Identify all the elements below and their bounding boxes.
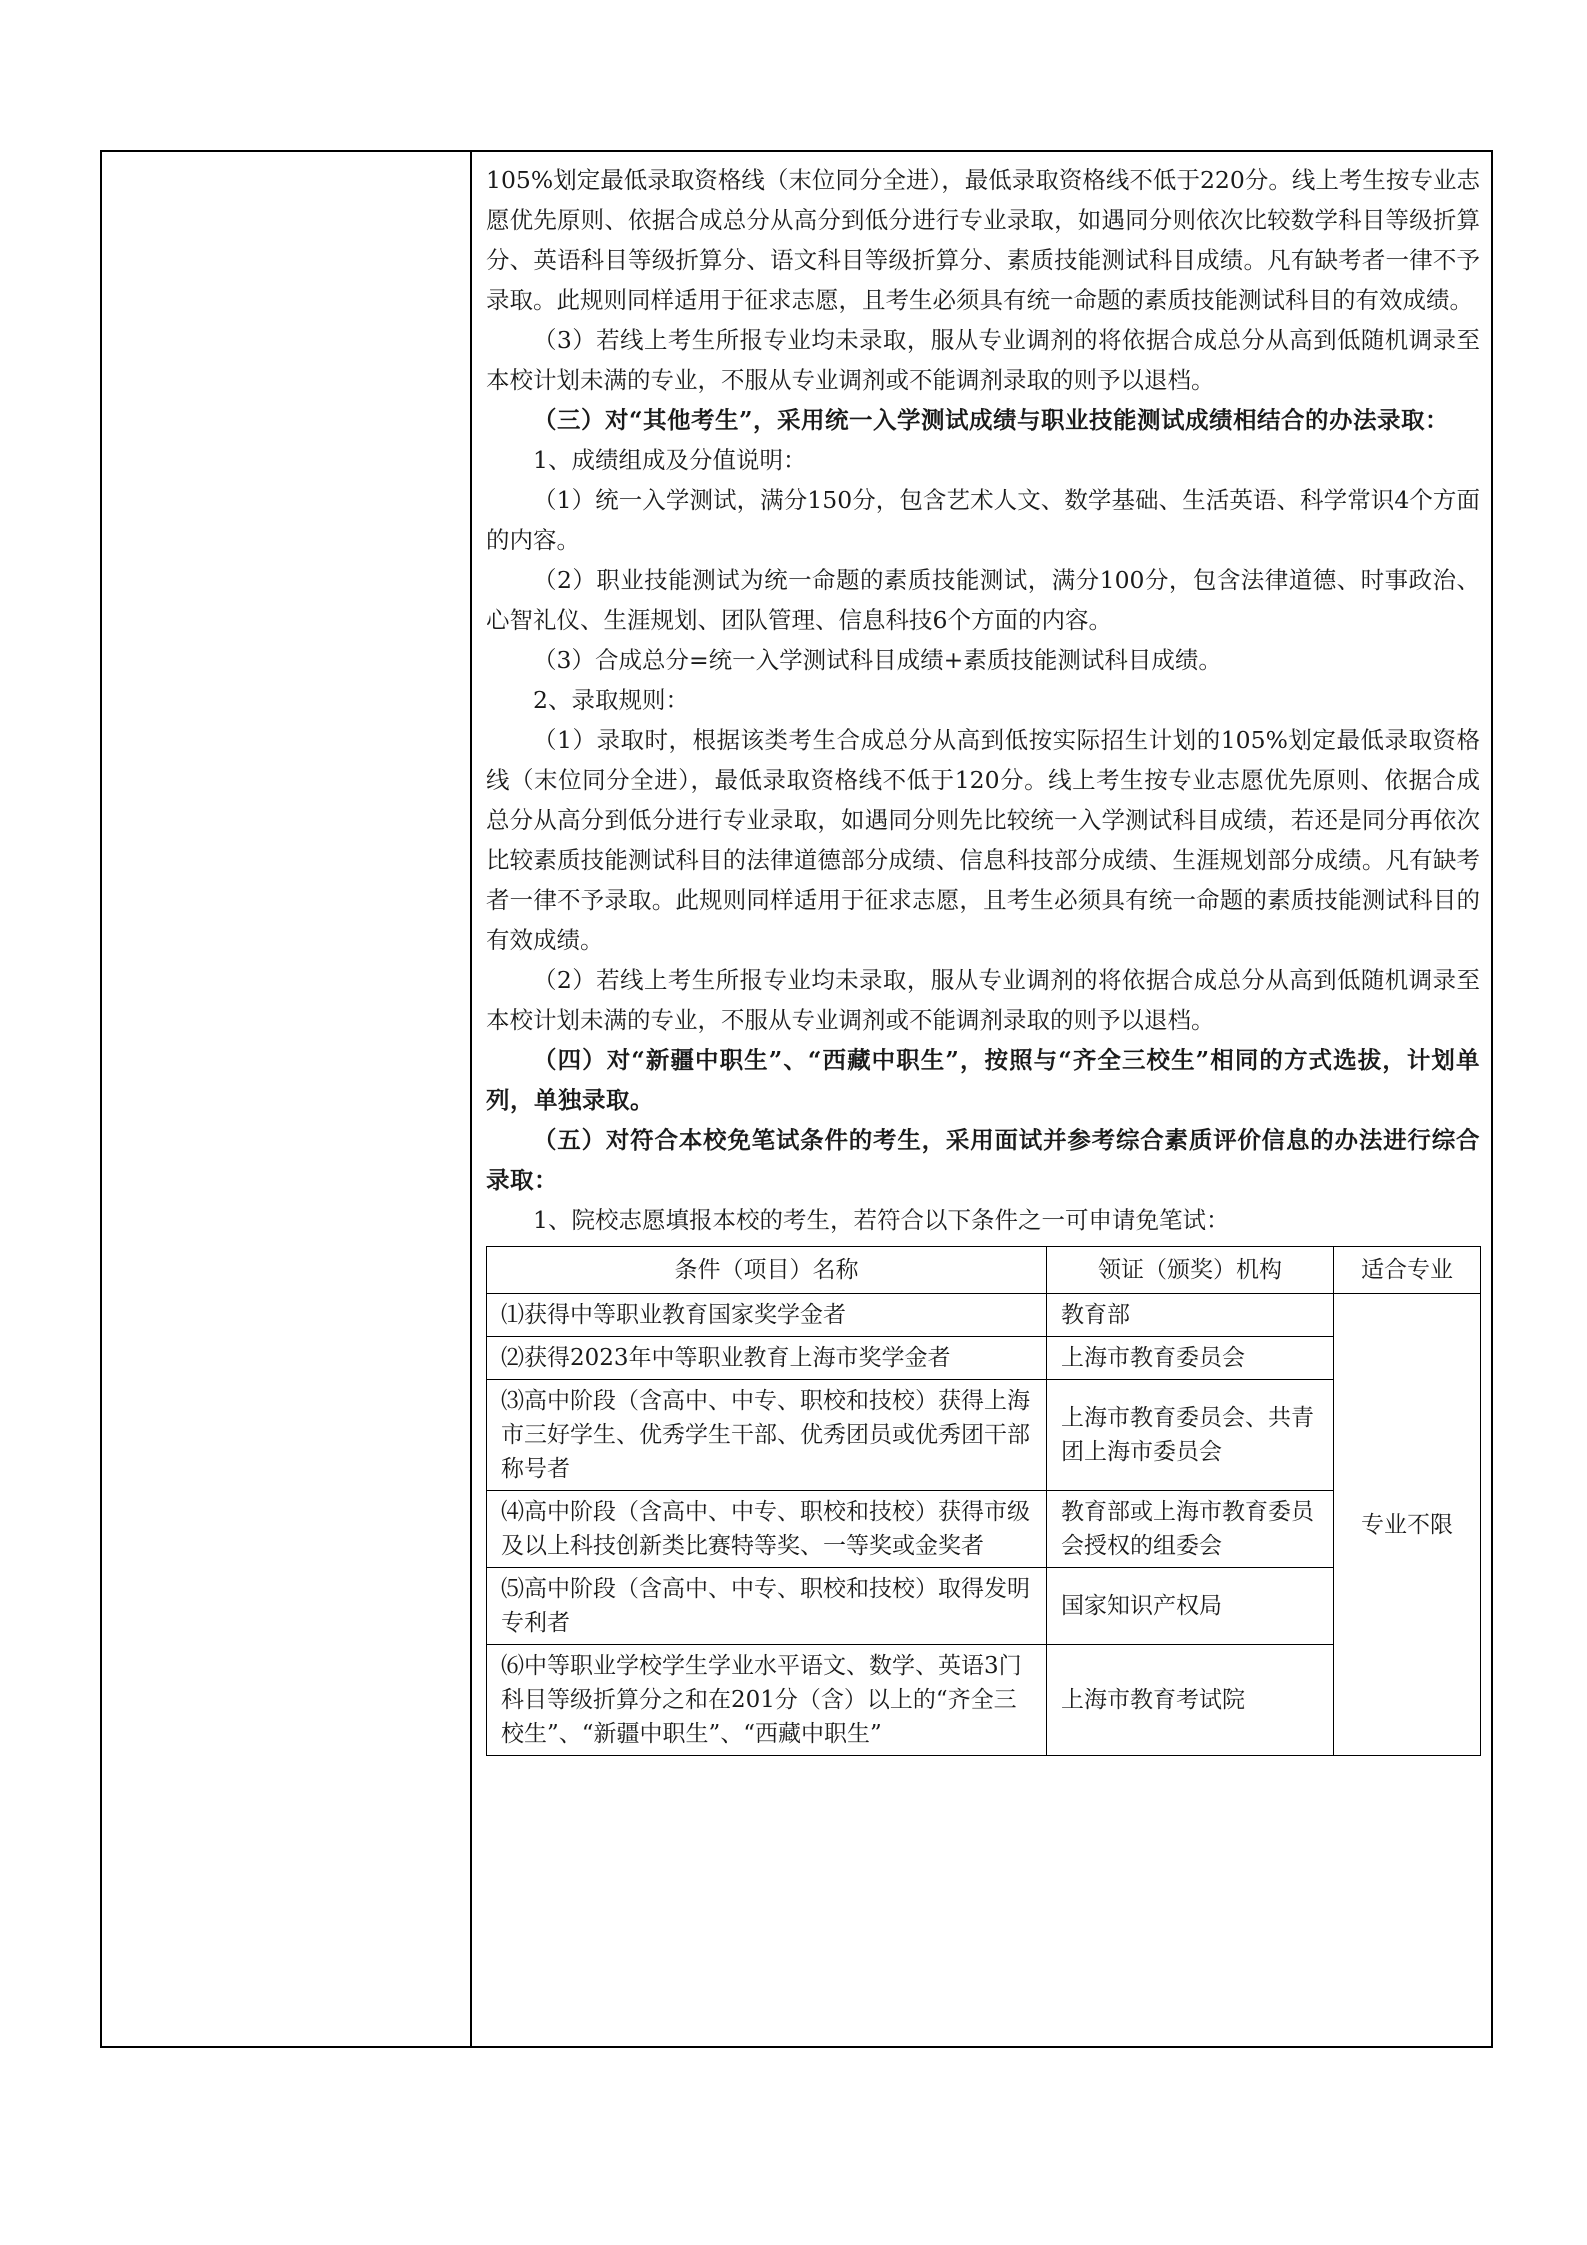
paragraph: （3）若线上考生所报专业均未录取，服从专业调剂的将依据合成总分从高到低随机调录至本校计划未满的专业，不服从专业调剂或不能调剂录取的则予以退档。 — [486, 326, 1480, 394]
condition-cell: ⑵获得2023年中等职业教育上海市奖学金者 — [487, 1337, 1047, 1380]
table-row — [487, 1337, 1481, 1380]
paragraph: （1）录取时，根据该类考生合成总分从高到低按实际招生计划的105%划定最低录取资格线（末位同分全进），最低录取资格线不低于120分。线上考生按专业志愿优先原则、依据合成总分从高分到低分进行专业录取，如遇同分则先比较统一入学测试科目成绩，若还是同分再依次比较素质技能测试科目的法律道德部分成绩、信息科技部分成绩、生涯规划部分成绩。凡有缺考者一律不予录取。此规则同样适用于征求志愿，且考生必须具有统一命题的素质技能测试科目的有效成绩。 — [486, 726, 1480, 954]
agency-cell: 上海市教育委员会、共青团上海市委员会 — [1047, 1380, 1334, 1491]
section-heading: （三）对“其他考生”，采用统一入学测试成绩与职业技能测试成绩相结合的办法录取： — [533, 406, 1450, 434]
agency-cell: 上海市教育考试院 — [1047, 1645, 1334, 1756]
table-row — [487, 1568, 1481, 1645]
paragraph: 1、院校志愿填报本校的考生，若符合以下条件之一可申请免笔试： — [533, 1206, 1230, 1234]
paragraph: 1、成绩组成及分值说明： — [533, 446, 807, 474]
table-row — [487, 1380, 1481, 1491]
paragraph: （1）统一入学测试，满分150分，包含艺术人文、数学基础、生活英语、科学常识4个方面的内容。 — [486, 486, 1480, 554]
header-major: 适合专业 — [1334, 1247, 1481, 1294]
agency-cell: 国家知识产权局 — [1047, 1568, 1334, 1645]
paragraph: 105%划定最低录取资格线（末位同分全进），最低录取资格线不低于220分。线上考生按专业志愿优先原则、依据合成总分从高分到低分进行专业录取，如遇同分则依次比较数学科目等级折算分、英语科目等级折算分、语文科目等级折算分、素质技能测试科目成绩。凡有缺考者一律不予录取。此规则同样适用于征求志愿，且考生必须具有统一命题的素质技能测试科目的有效成绩。 — [486, 166, 1480, 314]
content-column — [486, 160, 1480, 1756]
header-agency: 领证（颁奖）机构 — [1047, 1247, 1334, 1294]
table-row — [487, 1294, 1481, 1337]
section-heading: （四）对“新疆中职生”、“西藏中职生”，按照与“齐全三校生”相同的方式选拔，计划单列，单独录取。 — [486, 1046, 1480, 1114]
section-heading: （五）对符合本校免笔试条件的考生，采用面试并参考综合素质评价信息的办法进行综合录取： — [486, 1126, 1480, 1194]
header-condition: 条件（项目）名称 — [487, 1247, 1047, 1294]
table-row — [487, 1645, 1481, 1756]
condition-cell: ⑶高中阶段（含高中、中专、职校和技校）获得上海市三好学生、优秀学生干部、优秀团员或优秀团干部称号者 — [487, 1380, 1047, 1491]
column-divider — [470, 150, 472, 2048]
agency-cell: 教育部 — [1047, 1294, 1334, 1337]
condition-cell: ⑷高中阶段（含高中、中专、职校和技校）获得市级及以上科技创新类比赛特等奖、一等奖或金奖者 — [487, 1491, 1047, 1568]
exemption-conditions-table — [486, 1246, 1481, 1756]
table-header-row — [487, 1247, 1481, 1294]
condition-cell: ⑸高中阶段（含高中、中专、职校和技校）取得发明专利者 — [487, 1568, 1047, 1645]
condition-cell: ⑴获得中等职业教育国家奖学金者 — [487, 1294, 1047, 1337]
paragraph: （3）合成总分=统一入学测试科目成绩+素质技能测试科目成绩。 — [533, 646, 1222, 674]
paragraph: （2）若线上考生所报专业均未录取，服从专业调剂的将依据合成总分从高到低随机调录至本校计划未满的专业，不服从专业调剂或不能调剂录取的则予以退档。 — [486, 966, 1480, 1034]
paragraph: 2、录取规则： — [533, 686, 689, 714]
agency-cell: 教育部或上海市教育委员会授权的组委会 — [1047, 1491, 1334, 1568]
paragraph: （2）职业技能测试为统一命题的素质技能测试，满分100分，包含法律道德、时事政治、心智礼仪、生涯规划、团队管理、信息科技6个方面的内容。 — [486, 566, 1480, 634]
table-row — [487, 1491, 1481, 1568]
agency-cell: 上海市教育委员会 — [1047, 1337, 1334, 1380]
major-cell: 专业不限 — [1334, 1294, 1481, 1756]
condition-cell: ⑹中等职业学校学生学业水平语文、数学、英语3门科目等级折算分之和在201分（含）以上的“齐全三校生”、“新疆中职生”、“西藏中职生” — [487, 1645, 1047, 1756]
